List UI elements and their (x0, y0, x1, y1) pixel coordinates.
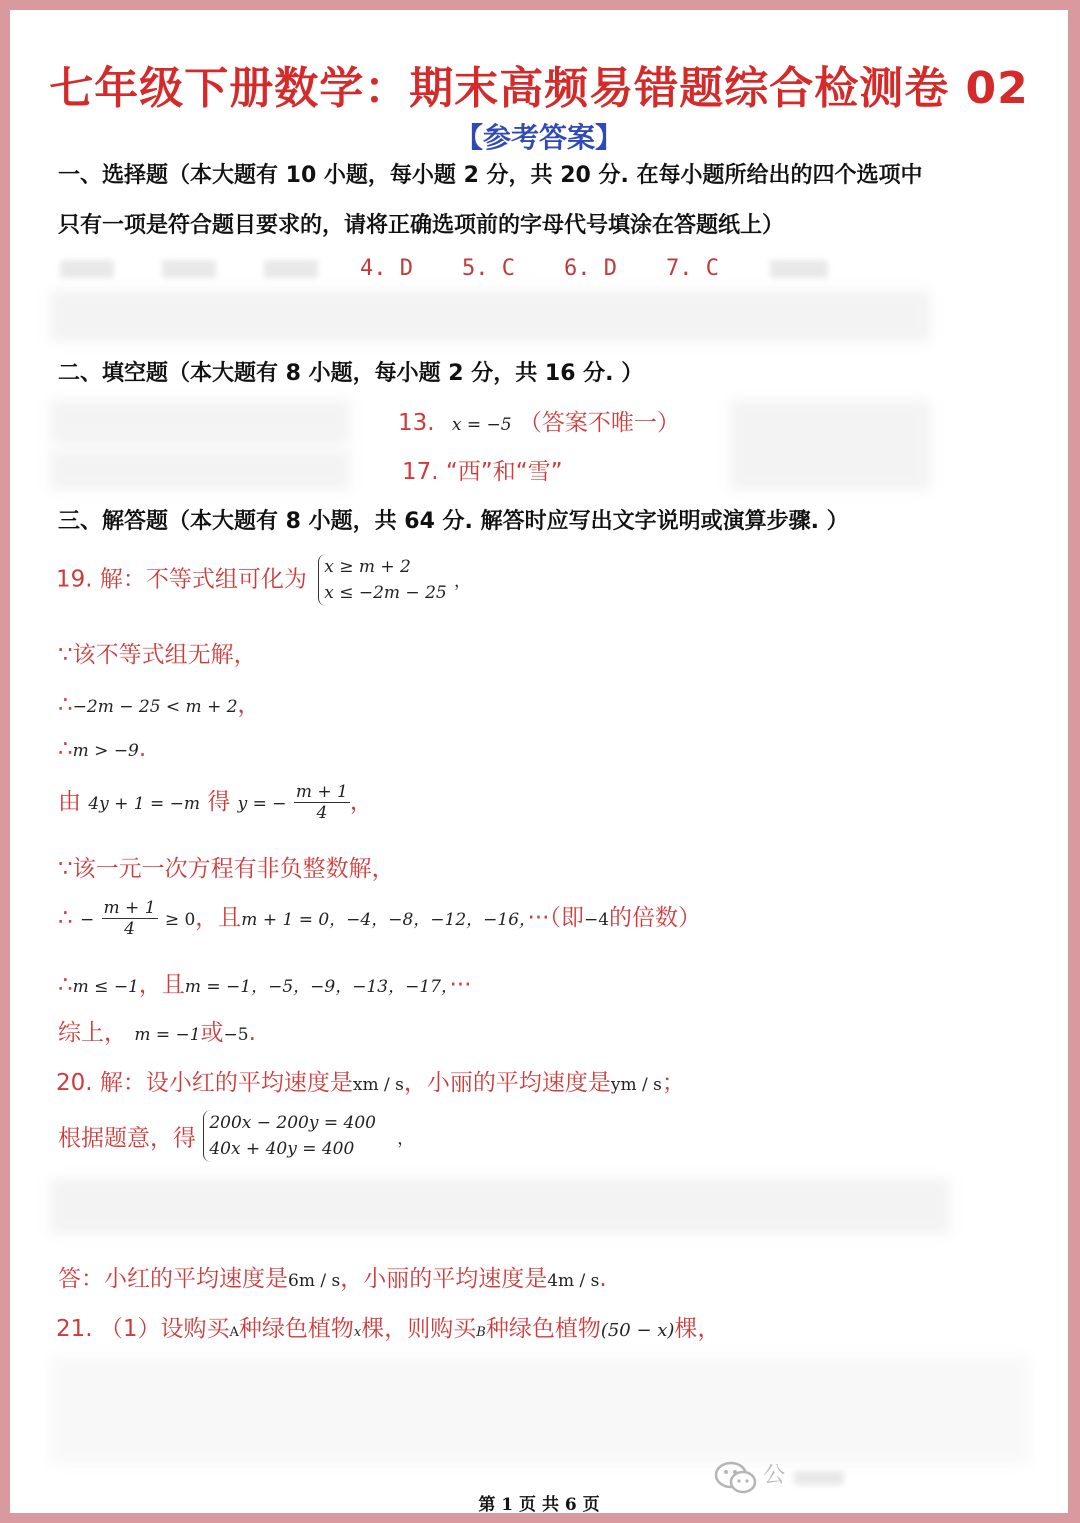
q21-B: B (476, 1325, 486, 1340)
q19-line7-minus: − (79, 910, 95, 930)
q19-line7 (58, 898, 701, 939)
page-subtitle: 【参考答案】 (454, 121, 623, 154)
q19-line7-minus4: −4 (583, 910, 610, 930)
q19-line7-note-open: （即 (549, 905, 584, 931)
q20-answer (58, 1260, 607, 1293)
page-footer: 第 1 页 共 6 页 (478, 1495, 600, 1515)
q19-line5-fraction (294, 782, 350, 823)
therefore-symbol: ∴ (58, 736, 73, 762)
watermark-text: 公 (763, 1463, 786, 1488)
q19-line5-y: y = − (237, 794, 287, 814)
q21-b: 种绿色植物 (238, 1316, 354, 1342)
q19-line6: ∵该一元一次方程有非负整数解， (58, 856, 395, 882)
fraction-numerator: m + 1 (103, 898, 156, 918)
therefore-symbol: ∴ (58, 905, 73, 931)
q19-line3 (58, 686, 261, 719)
q19-line9-tail: . (248, 1020, 256, 1046)
blurred-answer-1 (60, 260, 114, 278)
q21-e: 棵， (674, 1316, 721, 1342)
section2-heading: 二、填空题（本大题有 8 小题，每小题 2 分，共 16 分. ） (58, 361, 644, 386)
q19-line1 (56, 554, 471, 606)
q19-line5-de: 得 (207, 789, 231, 815)
q19-line9-or: 或 (200, 1020, 224, 1046)
q20-by-meaning: 根据题意，得 (58, 1125, 196, 1152)
blurred-fill-answers-right (730, 400, 930, 490)
q21-d: 种绿色植物 (485, 1316, 601, 1342)
q20-mid: ，小丽的平均速度是 (403, 1070, 611, 1096)
q20-unit-y: ym / s (610, 1075, 662, 1095)
q19-sys-line2: x ≤ −2m − 25 (324, 583, 447, 603)
q19-sys-tail: ， (454, 571, 472, 592)
q19-line5-tail: ， (349, 789, 373, 815)
blurred-fill-answers (50, 400, 350, 444)
q21-x: x (353, 1325, 362, 1340)
q20-sys-line1: 200x − 200y = 400 (209, 1113, 376, 1133)
q19-line8 (58, 966, 471, 999)
choice-answer-4: 4. D (360, 256, 413, 281)
q20-sys-line2: 40x + 40y = 400 (209, 1139, 355, 1159)
q19-line8-math1: m ≤ −1 (72, 977, 139, 997)
blurred-region (50, 290, 930, 342)
q19-line2: ∵该不等式组无解， (58, 642, 257, 668)
blurred-solution-steps (50, 1178, 950, 1234)
q19-sys-line1: x ≥ m + 2 (324, 557, 411, 577)
q21-line1 (56, 1310, 720, 1343)
q19-line3-math: −2m − 25 < m + 2 (72, 697, 238, 717)
fill-answer-13-math: x = −5 (451, 415, 512, 435)
blurred-answer-3 (264, 260, 318, 278)
q19-line8-dots: ··· (449, 972, 472, 998)
q19-line9-m1: m = −1 (134, 1025, 201, 1045)
blurred-fill-answers-row2 (50, 450, 350, 490)
q21-a: 21. （1）设购买 (56, 1316, 230, 1342)
q19-line5-equation: 4y + 1 = −m (88, 794, 201, 814)
q19-line9-m5: −5 (223, 1025, 249, 1045)
therefore-symbol: ∴ (58, 692, 73, 718)
q21-A: A (229, 1325, 239, 1340)
q20-unit-x: xm / s (352, 1075, 404, 1095)
choice-answer-5: 5. C (462, 256, 515, 281)
fill-answer-13-note: （答案不唯一） (518, 410, 680, 436)
q20-tail: ； (661, 1070, 685, 1096)
page-title: 七年级下册数学：期末高频易错题综合检测卷 02 (49, 63, 1029, 114)
section3-heading: 三、解答题（本大题有 8 小题，共 64 分. 解答时应写出文字说明或演算步骤. ） (58, 509, 849, 534)
q19-line4 (58, 736, 146, 762)
q19-line8-and: ，且 (138, 972, 185, 998)
q19-line7-values: m + 1 = 0，−4，−8，−12，−16， (241, 910, 528, 930)
q19-line7-and: ，且 (195, 905, 242, 931)
q19-line9 (58, 1014, 256, 1047)
fill-answer-13 (398, 404, 680, 437)
q19-line7-ge: ≥ 0 (164, 910, 196, 930)
q20-sys-tail: ， (397, 1128, 415, 1149)
q19-line7-note-close: 的倍数） (609, 905, 702, 931)
q21-expr: (50 − x) (600, 1320, 675, 1341)
q20-equation-system (203, 1110, 376, 1162)
q19-line4-tail: . (138, 736, 147, 762)
q19-line7-fraction (102, 898, 158, 939)
fill-answer-13-number: 13. (398, 410, 435, 436)
q20-answer-u1: 6m / s (288, 1271, 341, 1291)
q20-answer-b: ，小丽的平均速度是 (340, 1266, 548, 1292)
blurred-watermark-name (794, 1471, 844, 1485)
choice-answer-6: 6. D (564, 256, 617, 281)
q19-line5-you: 由 (58, 789, 81, 815)
q20-line2 (58, 1110, 414, 1162)
q19-line3-tail: ， (237, 692, 261, 718)
fraction-denominator: 4 (124, 919, 135, 939)
q19-intro: 19. 解：不等式组可化为 (56, 566, 307, 593)
q20-answer-tail: . (599, 1266, 607, 1292)
q20-answer-u2: 4m / s (547, 1271, 600, 1291)
q19-line5 (58, 782, 373, 823)
section1-heading-line1: 一、选择题（本大题有 10 小题，每小题 2 分，共 20 分. 在每小题所给出的四个选项中 (58, 163, 923, 188)
q19-line8-math2: m = −1，−5，−9，−13，−17， (184, 977, 450, 997)
section1-heading-line2: 只有一项是符合题目要求的，请将正确选项前的字母代号填涂在答题纸上） (58, 213, 785, 238)
q20-answer-a: 答：小红的平均速度是 (58, 1266, 288, 1292)
fill-answer-17: 17. “西”和“雪” (402, 459, 563, 485)
fraction-denominator: 4 (316, 803, 328, 823)
choice-answer-7: 7. C (666, 256, 719, 281)
therefore-symbol: ∴ (58, 972, 73, 998)
q20-line1 (56, 1064, 685, 1097)
blurred-answer-2 (162, 260, 216, 278)
q19-line7-dots: ··· (527, 905, 550, 931)
q19-line9-summary: 综上， (58, 1020, 127, 1046)
blurred-remaining-steps (50, 1355, 1030, 1465)
answer-sheet-page (10, 10, 1068, 1513)
blurred-answer-8 (770, 260, 828, 278)
fraction-numerator: m + 1 (295, 782, 348, 802)
q19-line4-math: m > −9 (72, 741, 139, 761)
q21-c: 棵，则购买 (361, 1316, 477, 1342)
q19-inequality-system (318, 554, 447, 606)
q20-intro: 20. 解：设小红的平均速度是 (56, 1070, 353, 1096)
